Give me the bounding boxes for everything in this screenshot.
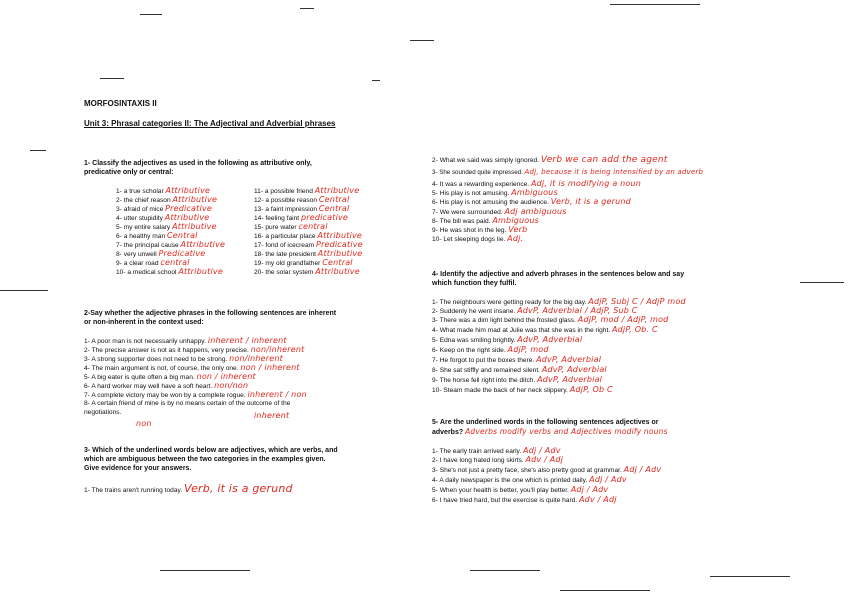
- ex4-instruction: 4- Identify the adjective and adverb phrases in the sentences below and say which function they fulfil.: [432, 271, 685, 287]
- list-item: 9- a clear road central: [116, 258, 190, 267]
- scan-speck: [160, 570, 250, 571]
- ex3-instruction: 3- Which of the underlined words below are adjectives, which are verbs, and which are ambiguous between the two categories in the examples given. Give evidence for your answers.: [84, 447, 338, 472]
- scan-speck: [470, 570, 540, 571]
- list-item: 15- pure water central: [254, 222, 328, 231]
- list-item: 3- A strong supporter does not need to be strong. non/inherent: [84, 354, 284, 363]
- scan-speck: [560, 590, 650, 591]
- list-item: 6- I have tried hard, but the exercise is quite hard. Adv / Adj: [432, 495, 617, 504]
- list-item: 7- A complete victory may be won by a complete rogue. inherent / non: [84, 390, 307, 399]
- ex2-instruction: 2-Say whether the adjective phrases in the following sentences are inherent or non-inherent in the context used:: [84, 310, 337, 326]
- list-item: 2- the chief reason Attributive: [116, 195, 218, 204]
- unit-title: Unit 3: Phrasal categories II: The Adjectival and Adverbial phrases: [84, 119, 336, 128]
- list-item: 4- What made him mad at Julie was that she was in the right. AdjP, Ob. C: [432, 325, 658, 334]
- list-item: 2- Suddenly he went insane. AdvP, Adverbial / AdjP, Sub C: [432, 306, 638, 315]
- list-item: 10- Steam made the back of her neck slippery. AdjP, Ob C: [432, 385, 613, 394]
- list-item: 4- The main argument is not, of course, the only one. non / inherent: [84, 363, 300, 372]
- list-item: 1- A poor man is not necessarily unhappy. inherent / inherent: [84, 336, 287, 345]
- scan-speck: [140, 14, 162, 15]
- list-item: 5- When your health is better, you'll play better. Adj / Adv: [432, 485, 609, 494]
- list-item: 16- a particular place Attributive: [254, 231, 363, 240]
- list-item: 12- a possible reason Central: [254, 195, 350, 204]
- list-item: 8- A certain friend of mine is by no means certain of the outcome of the: [84, 400, 291, 407]
- list-item: 2- The precise answer is not as it happens, very precise. non/inherent: [84, 345, 305, 354]
- list-item: 11- a possible friend Attributive: [254, 186, 360, 195]
- list-item: 4- It was a rewarding experience. Adj, it is modifying a noun: [432, 179, 642, 188]
- list-item: 13- a faint impression Central: [254, 204, 350, 213]
- list-item: 1- The trains aren't running today. Verb, it is a gerund: [84, 482, 293, 495]
- scan-speck: [372, 80, 380, 81]
- list-item: 4- utter stupidity Attributive: [116, 213, 210, 222]
- list-item: 5- Edna was smiling brightly. AdvP, Adverbial: [432, 335, 583, 344]
- list-item: 10- a medical school Attributive: [116, 267, 223, 276]
- list-item: negotiations.: [84, 409, 122, 416]
- scan-speck: [300, 8, 314, 9]
- course-title: MORFOSINTAXIS II: [84, 99, 157, 108]
- handwritten-note: inherent: [254, 411, 290, 420]
- list-item: 7- We were surrounded. Adj ambiguous: [432, 207, 567, 216]
- list-item: 2- I have long hated long skirts. Adv / Adj: [432, 455, 564, 464]
- list-item: 3- There was a dim light behind the frosted glass. AdjP, mod / AdjP, mod: [432, 315, 669, 324]
- list-item: 6- a healthy man Central: [116, 231, 198, 240]
- list-item: 8- She sat stiffly and remained silent. AdvP, Adverbial: [432, 365, 607, 374]
- scan-speck: [610, 4, 700, 5]
- scan-speck: [0, 290, 48, 291]
- list-item: 10- Let sleeping dogs lie. Adj.: [432, 234, 524, 243]
- list-item: 7- He forgot to put the boxes there. AdvP, Adverbial: [432, 355, 602, 364]
- list-item: 18- the late president Attributive: [254, 249, 363, 258]
- list-item: 5- my entire salary Attributive: [116, 222, 217, 231]
- scan-speck: [800, 282, 844, 283]
- list-item: 9- The horse fell right into the ditch. AdvP, Adverbial: [432, 375, 603, 384]
- scan-speck: [710, 576, 790, 577]
- scan-speck: [100, 78, 124, 79]
- list-item: 3- She sounded quite impressed. Adj, because it is being intensified by an adverb: [432, 168, 704, 176]
- list-item: 6- A hard worker may well have a soft heart. non/non: [84, 381, 249, 390]
- list-item: 1- a true scholar Attributive: [116, 186, 211, 195]
- list-item: 5- His play is not amusing. Ambiguous: [432, 188, 558, 197]
- list-item: 19- my old grandfather Central: [254, 258, 353, 267]
- list-item: 6- Keep on the right side. AdjP, mod: [432, 345, 549, 354]
- list-item: 7- the principal cause Attributive: [116, 240, 226, 249]
- list-item: 4- A daily newspaper is the one which is printed daily. Adj / Adv: [432, 475, 627, 484]
- list-item: 17- fond of icecream Predicative: [254, 240, 363, 249]
- handwritten-note: non: [136, 419, 152, 428]
- list-item: 14- feeling faint predicative: [254, 213, 349, 222]
- list-item: 9- He was shot in the leg. Verb: [432, 225, 528, 234]
- list-item: 1- The neighbours were getting ready for the big day. AdjP, Subj C / AdjP mod: [432, 297, 686, 306]
- list-item: 8- very unwell Predicative: [116, 249, 206, 258]
- scan-speck: [30, 150, 46, 151]
- list-item: 5- A big eater is quite often a big man. non / inherent: [84, 372, 256, 381]
- list-item: 3- afraid of mice Predicative: [116, 204, 212, 213]
- ex1-instruction: 1- Classify the adjectives as used in the following as attributive only, predicative only or central:: [84, 160, 312, 176]
- scan-speck: [410, 40, 434, 41]
- ex5-instruction: 5- Are the underlined words in the following sentences adjectives or adverbs? Adverbs modify verbs and Adjectives modify nouns: [432, 419, 668, 436]
- list-item: 20- the solar system Attributive: [254, 267, 360, 276]
- list-item: 3- She's not just a pretty face, she's also pretty good at grammar. Adj / Adv: [432, 465, 662, 474]
- list-item: 2- What we said was simply ignored. Verb we can add the agent: [432, 155, 668, 165]
- list-item: 1- The early train arrived early. Adj / Adv: [432, 446, 561, 455]
- list-item: 8- The bill was paid. Ambiguous: [432, 216, 540, 225]
- list-item: 6- His play is not amusing the audience. Verb, it is a gerund: [432, 197, 631, 206]
